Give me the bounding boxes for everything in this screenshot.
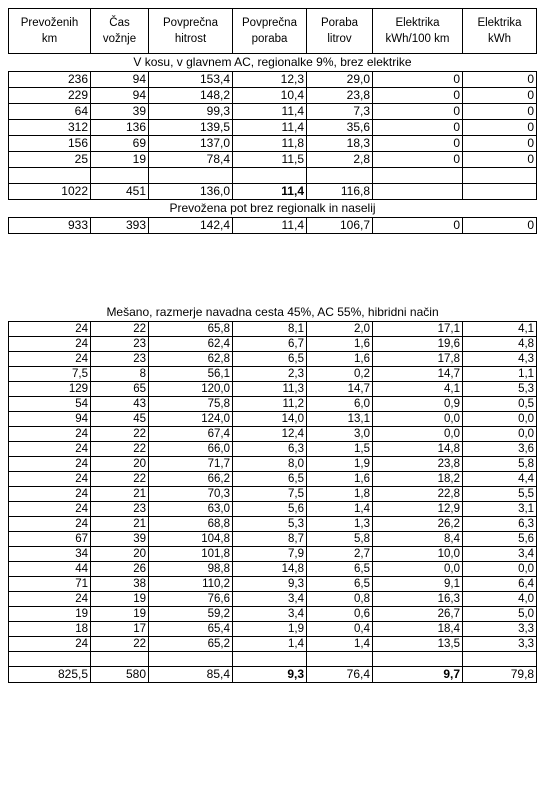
table-cell: 10,0 — [373, 547, 463, 562]
empty-cell — [307, 168, 373, 184]
table-cell: 26 — [91, 562, 149, 577]
total-cell: 825,5 — [9, 667, 91, 683]
table-cell: 1,6 — [307, 472, 373, 487]
empty-cell — [149, 168, 233, 184]
empty-cell — [9, 168, 91, 184]
table-cell: 933 — [9, 218, 91, 234]
table-cell: 24 — [9, 322, 91, 337]
total-cell: 116,8 — [307, 184, 373, 200]
table-cell: 11,4 — [233, 104, 307, 120]
table-cell: 24 — [9, 592, 91, 607]
table-cell: 1,4 — [233, 637, 307, 652]
table-cell: 110,2 — [149, 577, 233, 592]
table-cell: 3,6 — [463, 442, 537, 457]
table-cell: 5,0 — [463, 607, 537, 622]
table-cell: 19 — [91, 607, 149, 622]
column-header — [463, 9, 537, 54]
table-cell: 26,2 — [373, 517, 463, 532]
table-cell: 5,3 — [463, 382, 537, 397]
table-cell: 5,8 — [307, 532, 373, 547]
total-cell: 136,0 — [149, 184, 233, 200]
table-cell: 7,3 — [307, 104, 373, 120]
table-cell: 139,5 — [149, 120, 233, 136]
table-cell: 22 — [91, 427, 149, 442]
table-cell: 3,3 — [463, 622, 537, 637]
table-cell: 236 — [9, 72, 91, 88]
empty-cell — [91, 652, 149, 667]
table-cell: 21 — [91, 487, 149, 502]
total-cell: 9,3 — [233, 667, 307, 683]
total-row — [9, 184, 537, 200]
table-cell: 19 — [91, 152, 149, 168]
table-cell: 6,3 — [233, 442, 307, 457]
table-cell: 6,7 — [233, 337, 307, 352]
table-cell: 11,8 — [233, 136, 307, 152]
table-cell: 17 — [91, 622, 149, 637]
table-cell: 0 — [373, 120, 463, 136]
empty-row — [9, 168, 537, 184]
table-cell: 11,4 — [233, 120, 307, 136]
total-cell: 9,7 — [373, 667, 463, 683]
empty-cell — [91, 168, 149, 184]
table-cell: 0 — [373, 218, 463, 234]
total-cell: 451 — [91, 184, 149, 200]
table-cell: 56,1 — [149, 367, 233, 382]
table-cell: 5,5 — [463, 487, 537, 502]
total-cell: 11,4 — [233, 184, 307, 200]
table-row — [9, 397, 537, 412]
table-cell: 7,9 — [233, 547, 307, 562]
table-cell: 4,8 — [463, 337, 537, 352]
table-row — [9, 487, 537, 502]
table-row — [9, 442, 537, 457]
table-row — [9, 637, 537, 652]
table-row — [9, 120, 537, 136]
table-cell: 45 — [91, 412, 149, 427]
table-cell: 2,8 — [307, 152, 373, 168]
fuel-consumption-table — [8, 8, 537, 234]
section-caption: V kosu, v glavnem AC, regionalke 9%, brez elektrike — [133, 55, 412, 69]
column-header-line: Elektrika — [477, 17, 522, 29]
total-cell — [463, 184, 537, 200]
table-cell: 7,5 — [9, 367, 91, 382]
table-cell: 7,5 — [233, 487, 307, 502]
column-header-line: Elektrika — [395, 17, 440, 29]
table-cell: 20 — [91, 547, 149, 562]
table-row — [9, 382, 537, 397]
table-cell: 10,4 — [233, 88, 307, 104]
table-cell: 0,0 — [373, 412, 463, 427]
table-cell: 0,5 — [463, 397, 537, 412]
header-row — [9, 9, 537, 54]
table-cell: 24 — [9, 637, 91, 652]
table-row — [9, 457, 537, 472]
table-row — [9, 88, 537, 104]
table-cell: 101,8 — [149, 547, 233, 562]
table-row — [9, 337, 537, 352]
table-cell: 94 — [91, 72, 149, 88]
column-header-line: Povprečna — [242, 17, 297, 29]
table-cell: 8,1 — [233, 322, 307, 337]
column-header — [91, 9, 149, 54]
table-cell: 11,3 — [233, 382, 307, 397]
table-cell: 14,0 — [233, 412, 307, 427]
total-cell: 76,4 — [307, 667, 373, 683]
table-cell: 129 — [9, 382, 91, 397]
table-cell: 0,8 — [307, 592, 373, 607]
table-cell: 136 — [91, 120, 149, 136]
empty-cell — [463, 652, 537, 667]
table-cell: 20 — [91, 457, 149, 472]
table-cell: 14,7 — [373, 367, 463, 382]
empty-cell — [463, 168, 537, 184]
table-cell: 21 — [91, 517, 149, 532]
column-header — [307, 9, 373, 54]
table-cell: 1,4 — [307, 637, 373, 652]
empty-cell — [307, 652, 373, 667]
table-cell: 18,2 — [373, 472, 463, 487]
column-header — [233, 9, 307, 54]
table-cell: 0,4 — [307, 622, 373, 637]
table-cell: 8,4 — [373, 532, 463, 547]
table-cell: 6,5 — [233, 352, 307, 367]
section-caption-row — [9, 304, 537, 322]
table-cell: 1,9 — [233, 622, 307, 637]
table-cell: 17,8 — [373, 352, 463, 367]
table-row — [9, 622, 537, 637]
table-cell: 39 — [91, 532, 149, 547]
table-cell: 0,0 — [463, 412, 537, 427]
table-cell: 1,4 — [307, 502, 373, 517]
table-cell: 13,5 — [373, 637, 463, 652]
table-cell: 104,8 — [149, 532, 233, 547]
table-cell: 229 — [9, 88, 91, 104]
table-cell: 1,5 — [307, 442, 373, 457]
column-header-line: kWh/100 km — [385, 33, 450, 45]
table-cell: 23 — [91, 502, 149, 517]
table-cell: 6,5 — [233, 472, 307, 487]
table-row — [9, 152, 537, 168]
table-cell: 65,2 — [149, 637, 233, 652]
table-cell: 59,2 — [149, 607, 233, 622]
empty-cell — [149, 652, 233, 667]
table-cell: 0 — [373, 136, 463, 152]
table-cell: 3,3 — [463, 637, 537, 652]
table-cell: 0 — [463, 136, 537, 152]
table-cell: 0 — [463, 88, 537, 104]
column-header-line: Čas — [109, 17, 130, 29]
table-cell: 24 — [9, 472, 91, 487]
table-cell: 2,7 — [307, 547, 373, 562]
table-cell: 12,9 — [373, 502, 463, 517]
table-cell: 18 — [9, 622, 91, 637]
total-cell: 85,4 — [149, 667, 233, 683]
table-cell: 67 — [9, 532, 91, 547]
table-cell: 34 — [9, 547, 91, 562]
table-cell: 8,7 — [233, 532, 307, 547]
table-cell: 9,3 — [233, 577, 307, 592]
table-cell: 6,5 — [307, 562, 373, 577]
table-cell: 3,4 — [463, 547, 537, 562]
column-header-line: Poraba — [320, 17, 359, 29]
table-cell: 0 — [463, 152, 537, 168]
table-cell: 62,8 — [149, 352, 233, 367]
table-cell: 14,7 — [307, 382, 373, 397]
table-cell: 76,6 — [149, 592, 233, 607]
table-cell: 16,3 — [373, 592, 463, 607]
table-cell: 22 — [91, 442, 149, 457]
table-cell: 24 — [9, 517, 91, 532]
table-row — [9, 472, 537, 487]
table-cell: 71,7 — [149, 457, 233, 472]
table-cell: 4,3 — [463, 352, 537, 367]
table-cell: 6,3 — [463, 517, 537, 532]
table-cell: 0,6 — [307, 607, 373, 622]
table-cell: 0,0 — [373, 427, 463, 442]
table-cell: 0 — [463, 120, 537, 136]
table-row — [9, 517, 537, 532]
table-cell: 4,1 — [373, 382, 463, 397]
table-cell: 14,8 — [233, 562, 307, 577]
table-cell: 29,0 — [307, 72, 373, 88]
column-header-line: poraba — [251, 33, 288, 45]
table-row — [9, 562, 537, 577]
section-caption: Prevožena pot brez regionalk in naselij — [169, 201, 376, 215]
table-cell: 0,0 — [463, 427, 537, 442]
table-cell: 22 — [91, 637, 149, 652]
table-cell: 64 — [9, 104, 91, 120]
table-cell: 0,2 — [307, 367, 373, 382]
table-cell: 0,0 — [373, 562, 463, 577]
table-cell: 153,4 — [149, 72, 233, 88]
table-row — [9, 547, 537, 562]
table-cell: 18,4 — [373, 622, 463, 637]
section-caption: Mešano, razmerje navadna cesta 45%, AC 55%, hibridni način — [106, 305, 439, 319]
table-cell: 54 — [9, 397, 91, 412]
total-cell: 1022 — [9, 184, 91, 200]
table-cell: 38 — [91, 577, 149, 592]
table-cell: 24 — [9, 442, 91, 457]
table-cell: 3,4 — [233, 592, 307, 607]
table-cell: 23 — [91, 337, 149, 352]
table-cell: 2,3 — [233, 367, 307, 382]
empty-cell — [9, 652, 91, 667]
table-cell: 17,1 — [373, 322, 463, 337]
table-row — [9, 412, 537, 427]
table-cell: 6,5 — [307, 577, 373, 592]
table-cell: 142,4 — [149, 218, 233, 234]
table-row — [9, 532, 537, 547]
empty-cell — [233, 652, 307, 667]
table-cell: 3,0 — [307, 427, 373, 442]
table-cell: 0 — [463, 218, 537, 234]
column-header-line: km — [41, 33, 58, 45]
empty-cell — [233, 168, 307, 184]
table-cell: 4,4 — [463, 472, 537, 487]
column-header — [373, 9, 463, 54]
table-cell: 1,9 — [307, 457, 373, 472]
table-cell: 23,8 — [373, 457, 463, 472]
table-cell: 11,4 — [233, 218, 307, 234]
table-cell: 124,0 — [149, 412, 233, 427]
column-header — [149, 9, 233, 54]
table-cell: 1,6 — [307, 337, 373, 352]
table-cell: 3,4 — [233, 607, 307, 622]
table-cell: 22 — [91, 322, 149, 337]
table-cell: 65,8 — [149, 322, 233, 337]
table-cell: 5,3 — [233, 517, 307, 532]
table-row — [9, 218, 537, 234]
table-cell: 0,9 — [373, 397, 463, 412]
total-cell: 580 — [91, 667, 149, 683]
table-cell: 24 — [9, 487, 91, 502]
table-cell: 12,4 — [233, 427, 307, 442]
section-caption-row — [9, 200, 537, 218]
table-cell: 137,0 — [149, 136, 233, 152]
column-header — [9, 9, 91, 54]
table-cell: 24 — [9, 427, 91, 442]
column-header-line: vožnje — [102, 33, 137, 45]
table-cell: 6,0 — [307, 397, 373, 412]
table-cell: 120,0 — [149, 382, 233, 397]
table-cell: 78,4 — [149, 152, 233, 168]
table-cell: 4,0 — [463, 592, 537, 607]
table-cell: 68,8 — [149, 517, 233, 532]
table-row — [9, 72, 537, 88]
column-header-line: Prevoženih — [20, 17, 79, 29]
table-cell: 5,6 — [233, 502, 307, 517]
table-cell: 23,8 — [307, 88, 373, 104]
table-cell: 65 — [91, 382, 149, 397]
table-row — [9, 136, 537, 152]
empty-cell — [373, 652, 463, 667]
table-cell: 67,4 — [149, 427, 233, 442]
table-cell: 106,7 — [307, 218, 373, 234]
table-row — [9, 427, 537, 442]
table-cell: 2,0 — [307, 322, 373, 337]
table-cell: 25 — [9, 152, 91, 168]
table-cell: 23 — [91, 352, 149, 367]
table-cell: 24 — [9, 502, 91, 517]
table-cell: 3,1 — [463, 502, 537, 517]
table-cell: 4,1 — [463, 322, 537, 337]
table-cell: 312 — [9, 120, 91, 136]
table-row — [9, 577, 537, 592]
table-cell: 11,5 — [233, 152, 307, 168]
table-cell: 8 — [91, 367, 149, 382]
table-cell: 148,2 — [149, 88, 233, 104]
table-cell: 1,3 — [307, 517, 373, 532]
table-row — [9, 502, 537, 517]
table-cell: 66,0 — [149, 442, 233, 457]
mixed-driving-table — [8, 304, 537, 683]
empty-cell — [373, 168, 463, 184]
table-cell: 94 — [91, 88, 149, 104]
table-cell: 63,0 — [149, 502, 233, 517]
total-cell — [373, 184, 463, 200]
table-cell: 0,0 — [463, 562, 537, 577]
table-cell: 9,1 — [373, 577, 463, 592]
empty-row — [9, 652, 537, 667]
table-row — [9, 367, 537, 382]
table-cell: 75,8 — [149, 397, 233, 412]
table-cell: 13,1 — [307, 412, 373, 427]
table-cell: 94 — [9, 412, 91, 427]
table-cell: 5,6 — [463, 532, 537, 547]
table-cell: 0 — [373, 152, 463, 168]
table-cell: 0 — [373, 104, 463, 120]
table-cell: 69 — [91, 136, 149, 152]
table-cell: 39 — [91, 104, 149, 120]
table-cell: 22,8 — [373, 487, 463, 502]
table-cell: 156 — [9, 136, 91, 152]
table-cell: 6,4 — [463, 577, 537, 592]
table-row — [9, 352, 537, 367]
table-cell: 62,4 — [149, 337, 233, 352]
table-cell: 11,2 — [233, 397, 307, 412]
section-caption-row — [9, 54, 537, 72]
column-header-line: hitrost — [174, 33, 207, 45]
table-row — [9, 607, 537, 622]
table-cell: 65,4 — [149, 622, 233, 637]
table-cell: 43 — [91, 397, 149, 412]
column-header-line: kWh — [488, 33, 511, 45]
table-cell: 0 — [373, 88, 463, 104]
table-cell: 1,1 — [463, 367, 537, 382]
table-cell: 19 — [91, 592, 149, 607]
table-cell: 19,6 — [373, 337, 463, 352]
column-header-line: Povprečna — [163, 17, 218, 29]
table-cell: 99,3 — [149, 104, 233, 120]
table-cell: 70,3 — [149, 487, 233, 502]
table-cell: 18,3 — [307, 136, 373, 152]
table-cell: 26,7 — [373, 607, 463, 622]
table-cell: 5,8 — [463, 457, 537, 472]
table-cell: 24 — [9, 352, 91, 367]
table-cell: 22 — [91, 472, 149, 487]
table-cell: 19 — [9, 607, 91, 622]
table-cell: 24 — [9, 457, 91, 472]
table-cell: 14,8 — [373, 442, 463, 457]
table-cell: 0 — [463, 72, 537, 88]
table-cell: 8,0 — [233, 457, 307, 472]
table-cell: 24 — [9, 337, 91, 352]
table-cell: 393 — [91, 218, 149, 234]
table-cell: 66,2 — [149, 472, 233, 487]
table-cell: 44 — [9, 562, 91, 577]
table-cell: 0 — [463, 104, 537, 120]
table-cell: 12,3 — [233, 72, 307, 88]
table-row — [9, 592, 537, 607]
column-header-line: litrov — [327, 33, 352, 45]
total-cell: 79,8 — [463, 667, 537, 683]
table-cell: 35,6 — [307, 120, 373, 136]
table-cell: 71 — [9, 577, 91, 592]
total-row — [9, 667, 537, 683]
table-row — [9, 104, 537, 120]
table-row — [9, 322, 537, 337]
table-cell: 0 — [373, 72, 463, 88]
table-cell: 98,8 — [149, 562, 233, 577]
table-cell: 1,8 — [307, 487, 373, 502]
table-cell: 1,6 — [307, 352, 373, 367]
